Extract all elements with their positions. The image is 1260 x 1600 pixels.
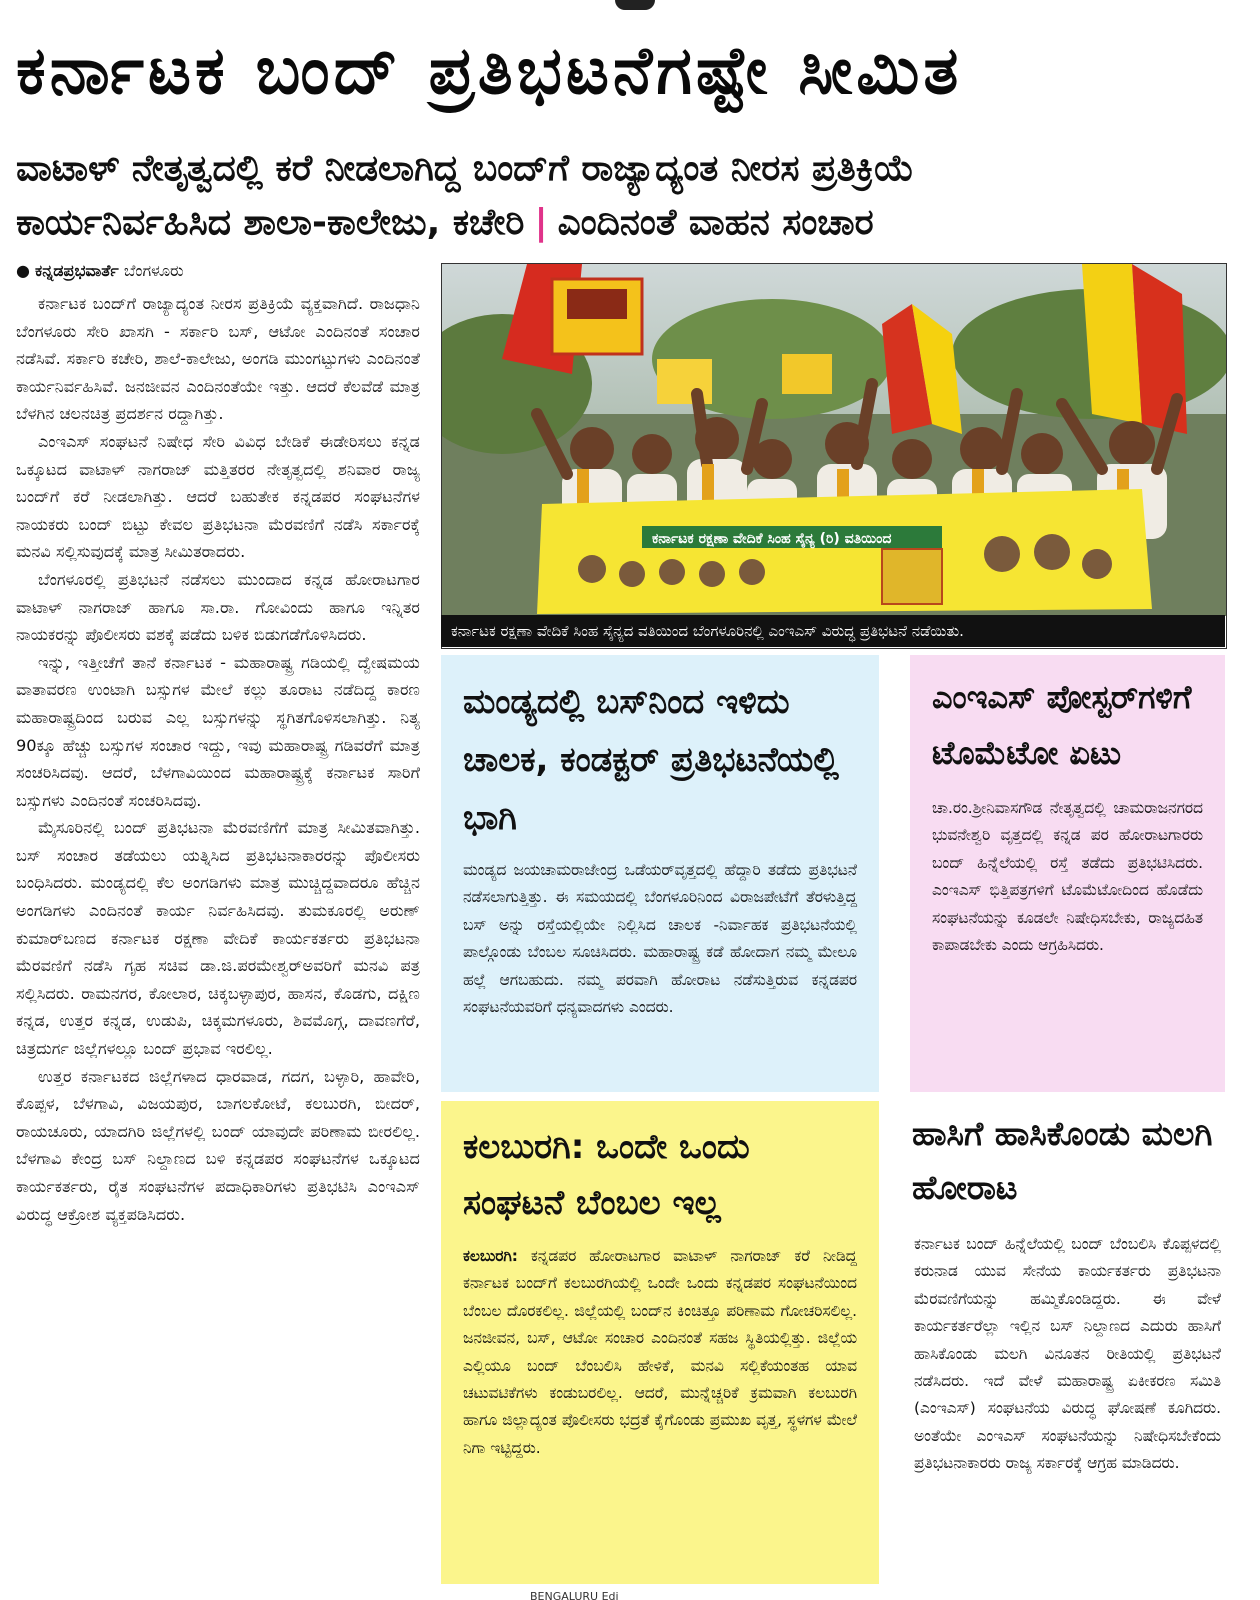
banner-text: ಕರ್ನಾಟಕ ರಕ್ಷಣಾ ವೇದಿಕೆ ಸಿಂಹ ಸೈನ್ಯ (ರಿ) ವತಿಯಿಂದ	[652, 531, 892, 547]
main-paragraph: ಇನ್ನು, ಇತ್ತೀಚೆಗೆ ತಾನೆ ಕರ್ನಾಟಕ - ಮಹಾರಾಷ್ಟ್ರ ಗಡಿಯಲ್ಲಿ ದ್ವೇಷಮಯ ವಾತಾವರಣ ಉಂಟಾಗಿ ಬಸ್ಸುಗಳ ಮೇಲೆ ಕಲ್ಲು ತೂರಾಟ ನಡೆದಿದ್ದ ಕಾರಣ ಮಹಾರಾಷ್ಟ್ರದಿಂದ ಬರುವ ಎಲ್ಲ ಬಸ್ಸುಗಳನ್ನು ಸ್ಥಗಿತಗೊಳಿಸಲಾಗಿತ್ತು. ನಿತ್ಯ 90ಕ್ಕೂ ಹೆಚ್ಚು ಬಸ್ಸುಗಳ ಸಂಚಾರ ಇದ್ದು, ಇವು ಮಹಾರಾಷ್ಟ್ರ ಗಡಿವರೆಗೆ ಮಾತ್ರ ಸಂಚರಿಸಿದವು. ಆದರೆ, ಬೆಳಗಾವಿಯಿಂದ ಮಹಾರಾಷ್ಟ್ರಕ್ಕೆ ಕರ್ನಾಟಕ ಸಾರಿಗೆ ಬಸ್ಸುಗಳು ಎಂದಿನಂತೆ ಸಂಚರಿಸಿದವು.	[16, 652, 420, 810]
main-story	[16, 290, 420, 1586]
koppal-story-box	[910, 1101, 1225, 1584]
kalaburagi-story-title: ಕಲಬುರಗಿ: ಒಂದೇ ಒಂದು ಸಂಘಟನೆ ಬೆಂಬಲ ಇಲ್ಲ	[463, 1127, 750, 1223]
main-paragraph: ಎಂಇಎಸ್ ಸಂಘಟನೆ ನಿಷೇಧ ಸೇರಿ ವಿವಿಧ ಬೇಡಿಕೆ ಈಡೇರಿಸಲು ಕನ್ನಡ ಒಕ್ಕೂಟದ ವಾಟಾಳ್ ನಾಗರಾಜ್ ಮತ್ತಿತರರ ನೇತೃತ್ವದಲ್ಲಿ ಶನಿವಾರ ರಾಜ್ಯ ಬಂದ್‌ಗೆ ಕರೆ ನೀಡಲಾಗಿತ್ತು. ಆದರೆ ಬಹುತೇಕ ಕನ್ನಡಪರ ಸಂಘಟನೆಗಳ ನಾಯಕರು ಬಂದ್ ಬಿಟ್ಟು ಕೇವಲ ಪ್ರತಿಭಟನಾ ಮೆರವಣಿಗೆ ನಡೆಸಿ ಸರ್ಕಾರಕ್ಕೆ ಮನವಿ ಸಲ್ಲಿಸುವುದಕ್ಕೆ ಮಾತ್ರ ಸೀಮಿತರಾದರು.	[16, 431, 420, 562]
koppal-story-title: ಹಾಸಿಗೆ ಹಾಸಿಕೊಂಡು ಮಲಗಿ ಹೋರಾಟ	[912, 1114, 1213, 1207]
headline: ಕರ್ನಾಟಕ ಬಂದ್ ಪ್ರತಿಭಟನೆಗಷ್ಟೇ ಸೀಮಿತ	[16, 32, 963, 109]
edition-footer: BENGALURU Edi	[530, 1590, 619, 1600]
main-paragraph: ಉತ್ತರ ಕರ್ನಾಟಕದ ಜಿಲ್ಲೆಗಳಾದ ಧಾರವಾಡ, ಗದಗ, ಬಳ್ಳಾರಿ, ಹಾವೇರಿ, ಕೊಪ್ಪಳ, ಬೆಳಗಾವಿ, ವಿಜಯಪುರ, ಬಾಗಲಕೋಟೆ, ಕಲಬುರಗಿ, ಬೀದರ್, ರಾಯಚೂರು, ಯಾದಗಿರಿ ಜಿಲ್ಲೆಗಳಲ್ಲಿ ಬಂದ್ ಯಾವುದೇ ಪರಿಣಾಮ ಬೀರಲಿಲ್ಲ. ಬೆಳಗಾವಿ ಕೇಂದ್ರ ಬಸ್ ನಿಲ್ದಾಣದ ಬಳಿ ಕನ್ನಡಪರ ಸಂಘಟನೆಗಳ ಒಕ್ಕೂಟದ ಕಾರ್ಯಕರ್ತರು, ರೈತ ಸಂಘಟನೆಗಳ ಪದಾಧಿಕಾರಿಗಳು ಪ್ರತಿಭಟಿಸಿ ಎಂಇಎಸ್ ವಿರುದ್ಧ ಆಕ್ರೋಶ ವ್ಯಕ್ತಪಡಿಸಿದರು.	[16, 1066, 420, 1224]
bullet-icon: ●	[16, 261, 36, 280]
mandya-story-title: ಮಂಡ್ಯದಲ್ಲಿ ಬಸ್‌ನಿಂದ ಇಳಿದು ಚಾಲಕ, ಕಂಡಕ್ಟರ್ ಪ್ರತಿಭಟನೆಯಲ್ಲಿ ಭಾಗಿ	[463, 682, 839, 838]
deck-line-2a: ಕಾರ್ಯನಿರ್ವಹಿಸಿದ ಶಾಲಾ-ಕಾಲೇಜು, ಕಚೇರಿ	[16, 202, 525, 243]
mandya-story-body: ಮಂಡ್ಯದ ಜಯಚಾಮರಾಜೇಂದ್ರ ಒಡೆಯರ್‌ವೃತ್ತದಲ್ಲಿ ಹೆದ್ದಾರಿ ತಡೆದು ಪ್ರತಿಭಟನೆ ನಡೆಸಲಾಗುತ್ತಿತ್ತು. ಈ ಸಮಯದಲ್ಲಿ ಬೆಂಗಳೂರಿನಿಂದ ವಿರಾಜಪೇಟೆಗೆ ತೆರಳುತ್ತಿದ್ದ ಬಸ್ ಅನ್ನು ರಸ್ತೆಯಲ್ಲಿಯೇ ನಿಲ್ಲಿಸಿದ ಚಾಲಕ -ನಿರ್ವಾಹಕ ಪ್ರತಿಭಟನೆಯಲ್ಲಿ ಪಾಲ್ಗೊಂಡು ಬೆಂಬಲ ಸೂಚಿಸಿದರು. ಮಹಾರಾಷ್ಟ್ರ ಕಡೆ ಹೋದಾಗ ನಮ್ಮ ಮೇಲೂ ಹಲ್ಲೆ ಆಗಬಹುದು. ನಮ್ಮ ಪರವಾಗಿ ಹೋರಾಟ ನಡೆಸುತ್ತಿರುವ ಕನ್ನಡಪರ ಸಂಘಟನೆಯವರಿಗೆ ಧನ್ಯವಾದಗಳು ಎಂದರು.	[463, 861, 857, 1017]
deck-line-2	[16, 194, 1244, 252]
kalaburagi-story-box	[441, 1101, 879, 1584]
koppal-story-body: ಕರ್ನಾಟಕ ಬಂದ್ ಹಿನ್ನೆಲೆಯಲ್ಲಿ ಬಂದ್ ಬೆಂಬಲಿಸಿ ಕೊಪ್ಪಳದಲ್ಲಿ ಕರುನಾಡ ಯುವ ಸೇನೆಯ ಕಾರ್ಯಕರ್ತರು ಪ್ರತಿಭಟನಾ ಮೆರವಣಿಗೆಯನ್ನು ಹಮ್ಮಿಕೊಂಡಿದ್ದರು. ಈ ವೇಳೆ ಕಾರ್ಯಕರ್ತರೆಲ್ಲಾ ಇಲ್ಲಿನ ಬಸ್ ನಿಲ್ದಾಣದ ಎದುರು ಹಾಸಿಗೆ ಹಾಸಿಕೊಂಡು ಮಲಗಿ ವಿನೂತನ ರೀತಿಯಲ್ಲಿ ಪ್ರತಿಭಟನೆ ನಡೆಸಿದರು. ಇದೆ ವೇಳೆ ಮಹಾರಾಷ್ಟ್ರ ಏಕೀಕರಣ ಸಮಿತಿ (ಎಂಇಎಸ್) ಸಂಘಟನೆಯ ವಿರುದ್ಧ ಘೋಷಣೆ ಕೂಗಿದರು. ಅಂತೆಯೇ ಎಂಇಎಸ್ ಸಂಘಟನೆಯನ್ನು ನಿಷೇಧಿಸಬೇಕೆಂದು ಪ್ರತಿಭಟನಾಕಾರರು ರಾಜ್ಯ ಸರ್ಕಾರಕ್ಕೆ ಆಗ್ರಹ ಮಾಡಿದರು.	[914, 1235, 1221, 1473]
protest-photo-illustration	[442, 264, 1226, 616]
kalaburagi-dateline: ಕಲಬುರಗಿ:	[463, 1247, 518, 1265]
photo-caption: ಕರ್ನಾಟಕ ರಕ್ಷಣಾ ವೇದಿಕೆ ಸಿಂಹ ಸೈನ್ಯದ ವತಿಯಿಂದ ಬೆಂಗಳೂರಿನಲ್ಲಿ ಎಂಇಎಸ್ ವಿರುದ್ಧ ಪ್ರತಿಭಟನೆ ನಡೆಯಿತು.	[441, 615, 1225, 647]
byline-place: ಬೆಂಗಳೂರು	[123, 261, 184, 280]
kalaburagi-story-body	[441, 1231, 879, 1462]
byline-source: ಕನ್ನಡಪ್ರಭವಾರ್ತೆ	[35, 261, 119, 280]
mes-story-body: ಚಾ.ರಂ.ಶ್ರೀನಿವಾಸಗೌಡ ನೇತೃತ್ವದಲ್ಲಿ ಚಾಮರಾಜನಗರದ ಭುವನೇಶ್ವರಿ ವೃತ್ತದಲ್ಲಿ ಕನ್ನಡ ಪರ ಹೋರಾಟಗಾರರು ಬಂದ್ ಹಿನ್ನೆಲೆಯಲ್ಲಿ ರಸ್ತೆ ತಡೆದು ಪ್ರತಿಭಟಿಸಿದರು. ಎಂಇಎಸ್ ಭಿತ್ತಿಪತ್ರಗಳಿಗೆ ಟೊಮೆಟೋದಿಂದ ಹೊಡೆದು ಸಂಘಟನೆಯನ್ನು ಕೂಡಲೇ ನಿಷೇಧಿಸಬೇಕು, ರಾಜ್ಯದಹಿತ ಕಾಪಾಡಬೇಕು ಎಂದು ಆಗ್ರಹಿಸಿದರು.	[932, 799, 1203, 955]
deck-line-2b: ಎಂದಿನಂತೆ ವಾಹನ ಸಂಚಾರ	[557, 202, 874, 243]
deck-separator: |	[534, 202, 548, 243]
deck-line-1: ವಾಟಾಳ್ ನೇತೃತ್ವದಲ್ಲಿ ಕರೆ ನೀಡಲಾಗಿದ್ದ ಬಂದ್‌ಗೆ ರಾಜ್ಯಾದ್ಯಂತ ನೀರಸ ಪ್ರತಿಕ್ರಿಯೆ	[16, 148, 915, 189]
main-paragraph: ಬೆಂಗಳೂರಲ್ಲಿ ಪ್ರತಿಭಟನೆ ನಡೆಸಲು ಮುಂದಾದ ಕನ್ನಡ ಹೋರಾಟಗಾರ ವಾಟಾಳ್ ನಾಗರಾಜ್ ಹಾಗೂ ಸಾ.ರಾ. ಗೋವಿಂದು ಹಾಗೂ ಇನ್ನಿತರ ನಾಯಕರನ್ನು ಪೊಲೀಸರು ವಶಕ್ಕೆ ಪಡೆದು ಬಳಿಕ ಬಿಡುಗಡೆಗೊಳಿಸಿದರು.	[16, 569, 420, 645]
mes-story-title: ಎಂಇಎಸ್ ಪೋಸ್ಟರ್‌ಗಳಿಗೆ ಟೊಮೆಟೋ ಏಟು	[932, 678, 1192, 772]
mandya-story-box	[441, 655, 879, 1092]
mes-story-box	[910, 655, 1225, 1092]
main-paragraph: ಮೈಸೂರಿನಲ್ಲಿ ಬಂದ್ ಪ್ರತಿಭಟನಾ ಮೆರವಣಿಗೆಗೆ ಮಾತ್ರ ಸೀಮಿತವಾಗಿತ್ತು. ಬಸ್ ಸಂಚಾರ ತಡೆಯಲು ಯತ್ನಿಸಿದ ಪ್ರತಿಭಟನಾಕಾರರನ್ನು ಪೊಲೀಸರು ಬಂಧಿಸಿದರು. ಮಂಡ್ಯದಲ್ಲಿ ಕೆಲ ಅಂಗಡಿಗಳು ಮಾತ್ರ ಮುಚ್ಚಿದ್ದವಾದರೂ ಹೆಚ್ಚಿನ ಅಂಗಡಿಗಳು ಎಂದಿನಂತೆ ಕಾರ್ಯ ನಿರ್ವಹಿಸಿದವು. ತುಮಕೂರಲ್ಲಿ ಅರುಣ್ ಕುಮಾರ್‌ಬಣದ ಕರ್ನಾಟಕ ರಕ್ಷಣಾ ವೇದಿಕೆ ಕಾರ್ಯಕರ್ತರು ಪ್ರತಿಭಟನಾ ಮೆರವಣಿಗೆ ನಡೆಸಿ ಗೃಹ ಸಚಿವ ಡಾ.ಜಿ.ಪರಮೇಶ್ವರ್‌ಅವರಿಗೆ ಮನವಿ ಪತ್ರ ಸಲ್ಲಿಸಿದರು. ರಾಮನಗರ, ಕೋಲಾರ, ಚಿಕ್ಕಬಳ್ಳಾಪುರ, ಹಾಸನ, ಕೊಡಗು, ದಕ್ಷಿಣ ಕನ್ನಡ, ಉತ್ತರ ಕನ್ನಡ, ಉಡುಪಿ, ಚಿಕ್ಕಮಗಳೂರು, ಶಿವಮೊಗ್ಗ, ದಾವಣಗೆರೆ, ಚಿತ್ರದುರ್ಗ ಜಿಲ್ಲೆಗಳಲ್ಲೂ ಬಂದ್ ಪ್ರಭಾವ ಇರಲಿಲ್ಲ.	[16, 818, 420, 1059]
protest-photo	[441, 263, 1227, 649]
byline	[16, 258, 420, 284]
kalaburagi-story-text: ಕನ್ನಡಪರ ಹೋರಾಟಗಾರ ವಾಟಾಳ್ ನಾಗರಾಜ್ ಕರೆ ನೀಡಿದ್ದ ಕರ್ನಾಟಕ ಬಂದ್‌ಗೆ ಕಲಬುರಗಿಯಲ್ಲಿ ಒಂದೇ ಒಂದು ಕನ್ನಡಪರ ಸಂಘಟನೆಯಿಂದ ಬೆಂಬಲ ದೊರಕಲಿಲ್ಲ. ಜಿಲ್ಲೆಯಲ್ಲಿ ಬಂದ್‌ನ ಕಿಂಚಿತ್ತೂ ಪರಿಣಾಮ ಗೋಚರಿಸಲಿಲ್ಲ. ಜನಜೀವನ, ಬಸ್, ಆಟೋ ಸಂಚಾರ ಎಂದಿನಂತೆ ಸಹಜ ಸ್ಥಿತಿಯಲ್ಲಿತ್ತು. ಜಿಲ್ಲೆಯ ಎಲ್ಲಿಯೂ ಬಂದ್ ಬೆಂಬಲಿಸಿ ಹೇಳಿಕೆ, ಮನವಿ ಸಲ್ಲಿಕೆಯಂತಹ ಯಾವ ಚಟುವಟಿಕೆಗಳು ಕಂಡುಬರಲಿಲ್ಲ. ಆದರೆ, ಮುನ್ನೆಚ್ಚರಿಕೆ ಕ್ರಮವಾಗಿ ಕಲಬುರಗಿ ಹಾಗೂ ಜಿಲ್ಲಾದ್ಯಂತ ಪೊಲೀಸರು ಭದ್ರತೆ ಕೈಗೊಂಡು ಪ್ರಮುಖ ವೃತ್ತ, ಸ್ಥಳಗಳ ಮೇಲೆ ನಿಗಾ ಇಟ್ಟಿದ್ದರು.	[463, 1247, 857, 1457]
main-paragraph: ಕರ್ನಾಟಕ ಬಂದ್‌ಗೆ ರಾಜ್ಯಾದ್ಯಂತ ನೀರಸ ಪ್ರತಿಕ್ರಿಯೆ ವ್ಯಕ್ತವಾಗಿದೆ. ರಾಜಧಾನಿ ಬೆಂಗಳೂರು ಸೇರಿ ಖಾಸಗಿ - ಸರ್ಕಾರಿ ಬಸ್, ಆಟೋ ಎಂದಿನಂತೆ ಸಂಚಾರ ನಡೆಸಿವೆ. ಸರ್ಕಾರಿ ಕಚೇರಿ, ಶಾಲೆ-ಕಾಲೇಜು, ಅಂಗಡಿ ಮುಂಗಟ್ಟುಗಳು ಎಂದಿನಂತೆ ಕಾರ್ಯನಿರ್ವಹಿಸಿವೆ. ಜನಜೀವನ ಎಂದಿನಂತೆಯೇ ಇತ್ತು. ಆದರೆ ಕೆಲವೆಡೆ ಮಾತ್ರ ಬೆಳಗಿನ ಚಲನಚಿತ್ರ ಪ್ರದರ್ಶನ ರದ್ದಾಗಿತ್ತು.	[16, 294, 420, 424]
